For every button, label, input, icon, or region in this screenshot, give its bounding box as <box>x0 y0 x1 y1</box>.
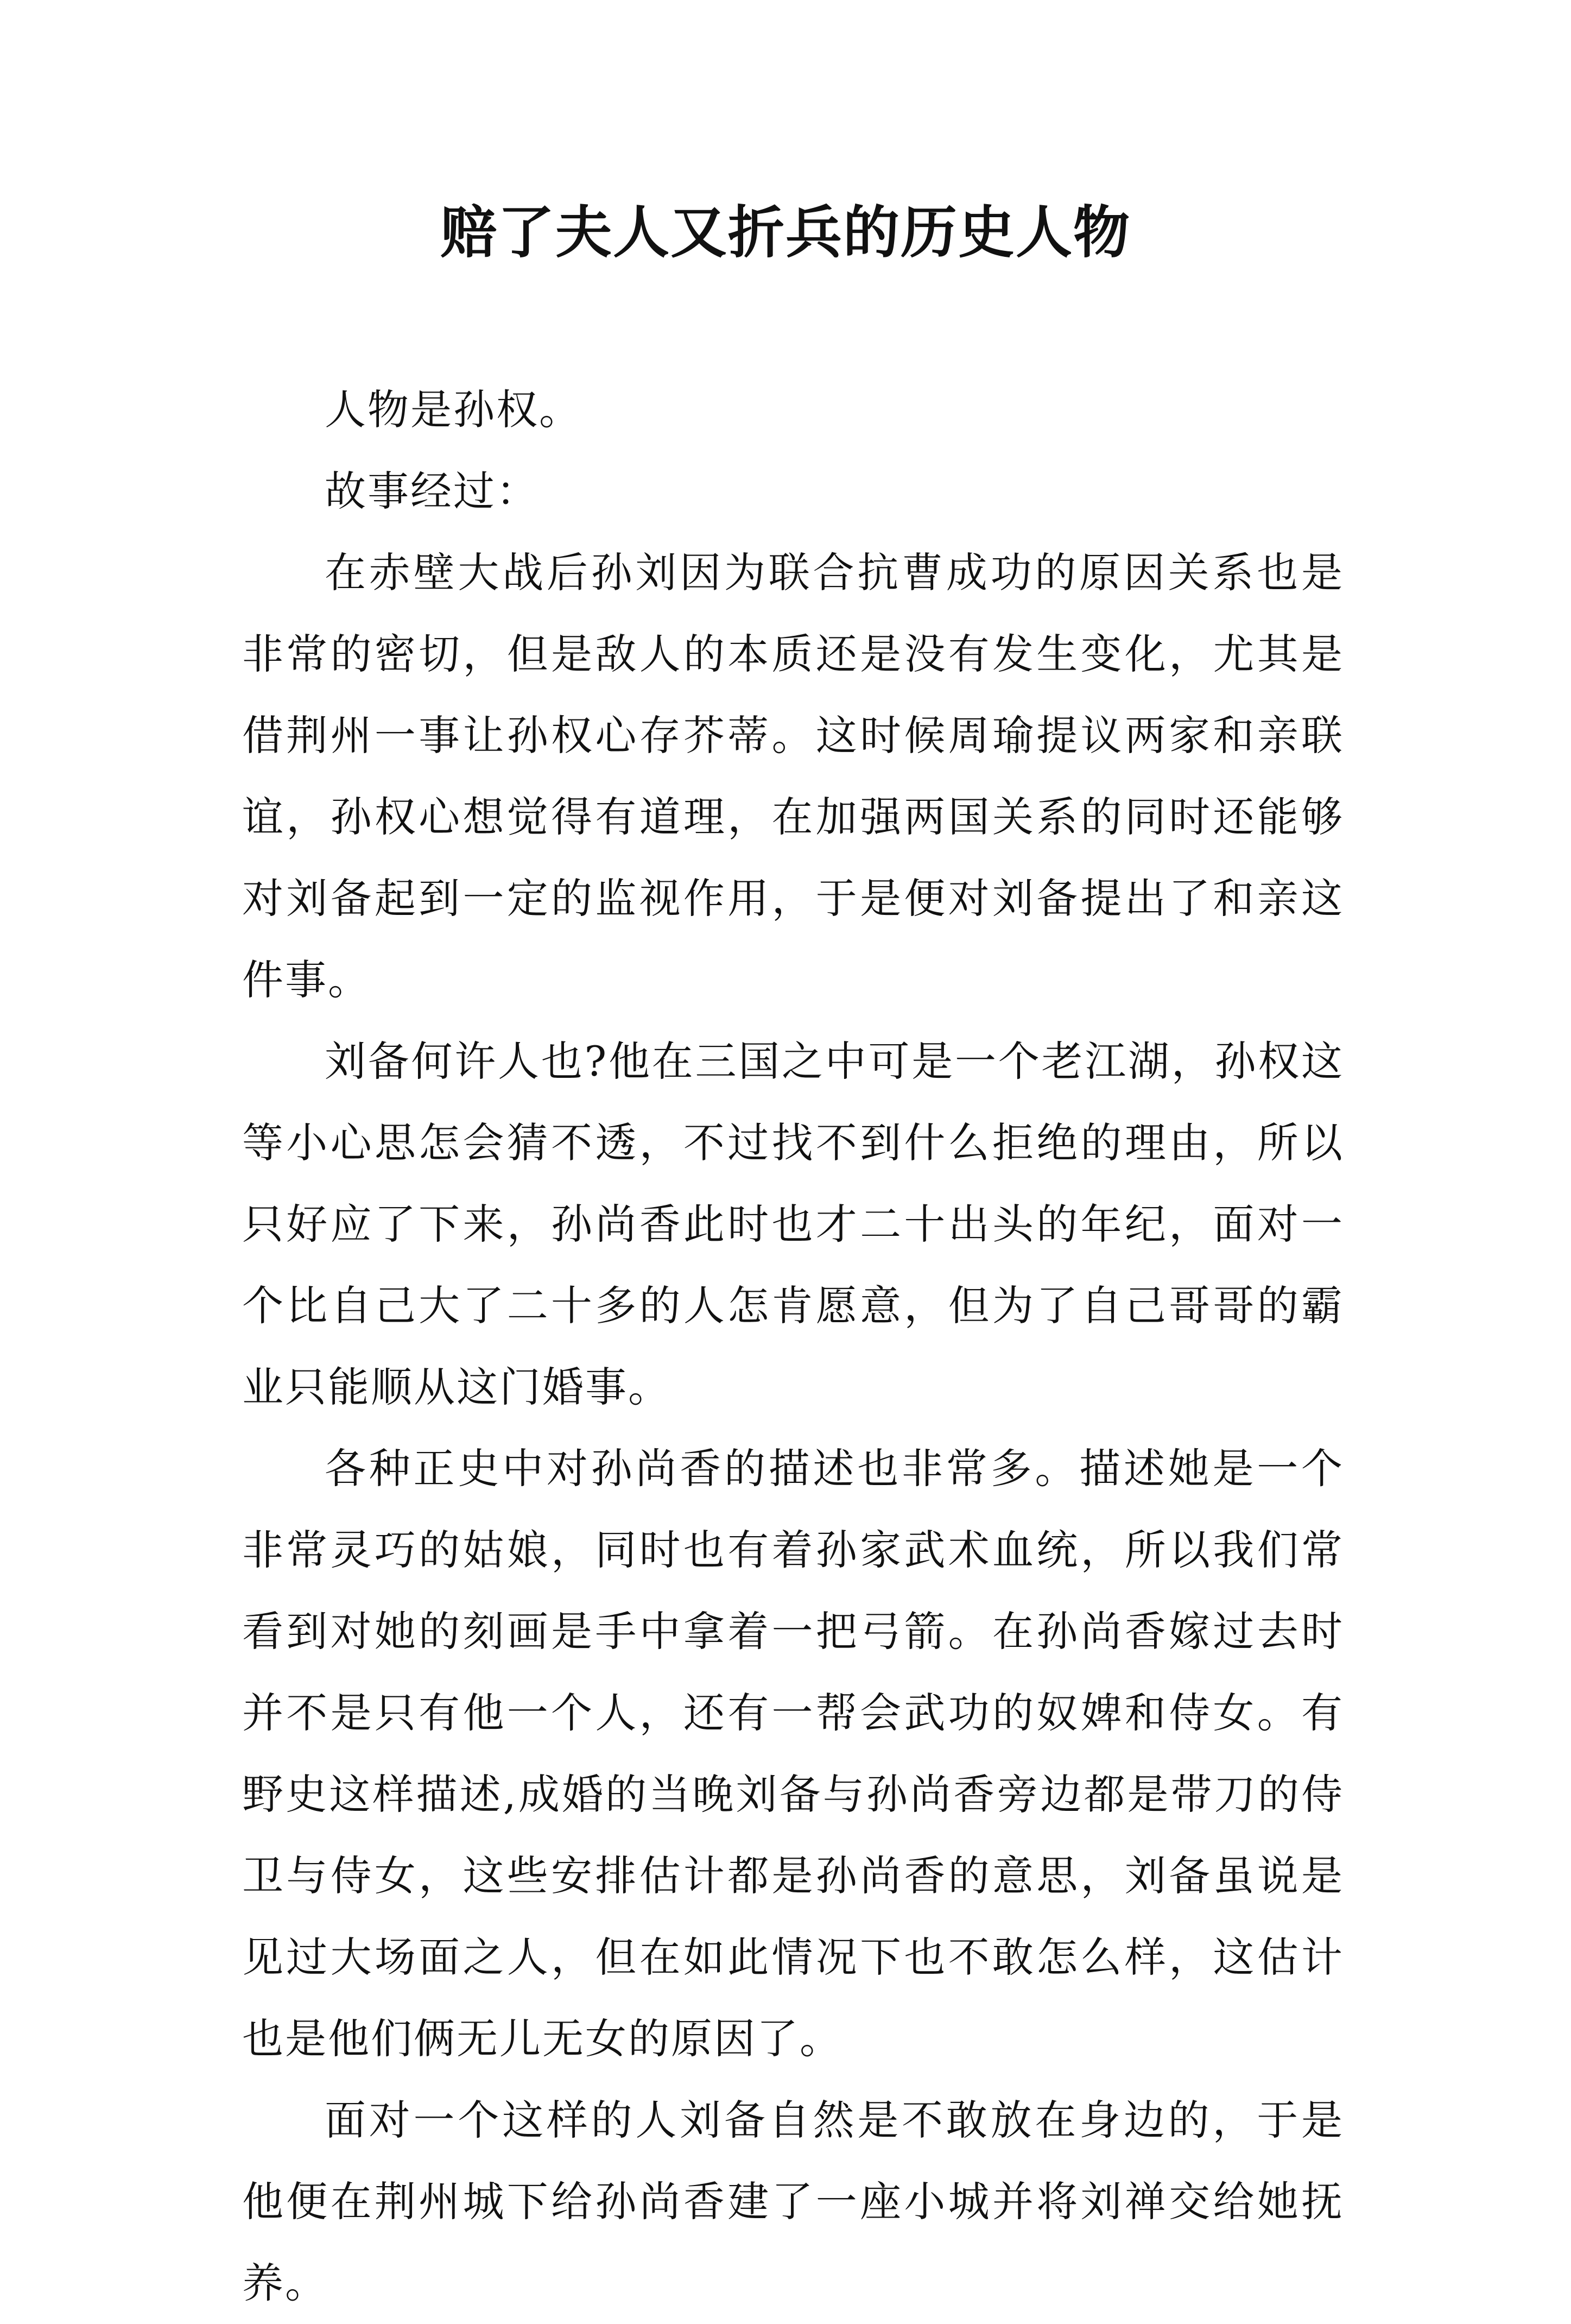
paragraph-chibi-background: 在赤壁大战后孙刘因为联合抗曹成功的原因关系也是非常的密切，但是敌人的本质还是没有发生变化，尤其是借荆州一事让孙权心存芥蒂。这时候周瑜提议两家和亲联谊，孙权心想觉得有道理，在加强两国关系的同时还能够对刘备起到一定的监视作用，于是便对刘备提出了和亲这件事。 <box>242 548 1344 1004</box>
paragraph-character: 人物是孙权。 <box>325 386 582 434</box>
document-title: 赔了夫人又折兵的历史人物 <box>440 199 1131 266</box>
paragraph-liu-bei-response: 刘备何许人也?他在三国之中可是一个老江湖，孙权这等小心思怎会猜不透，不过找不到什么拒绝的理由，所以只好应了下来，孙尚香此时也才二十出头的年纪，面对一个比自己大了二十多的人怎肯愿意，但为了自己哥哥的霸业只能顺从这门婚事。 <box>242 1037 1344 1411</box>
document-body <box>242 369 1344 2324</box>
paragraph-story-heading: 故事经过： <box>325 467 539 515</box>
paragraph-small-city: 面对一个这样的人刘备自然是不敢放在身边的，于是他便在荆州城下给孙尚香建了一座小城并将刘禅交给她抚养。 <box>242 2096 1344 2307</box>
paragraph-sun-shangxiang-description: 各种正史中对孙尚香的描述也非常多。描述她是一个非常灵巧的姑娘，同时也有着孙家武术血统，所以我们常看到对她的刻画是手中拿着一把弓箭。在孙尚香嫁过去时并不是只有他一个人，还有一帮会武功的奴婢和侍女。有野史这样描述,成婚的当晚刘备与孙尚香旁边都是带刀的侍卫与侍女，这些安排估计都是孙尚香的意思，刘备虽说是见过大场面之人，但在如此情况下也不敢怎么样，这估计也是他们俩无儿无女的原因了。 <box>242 1444 1344 2063</box>
